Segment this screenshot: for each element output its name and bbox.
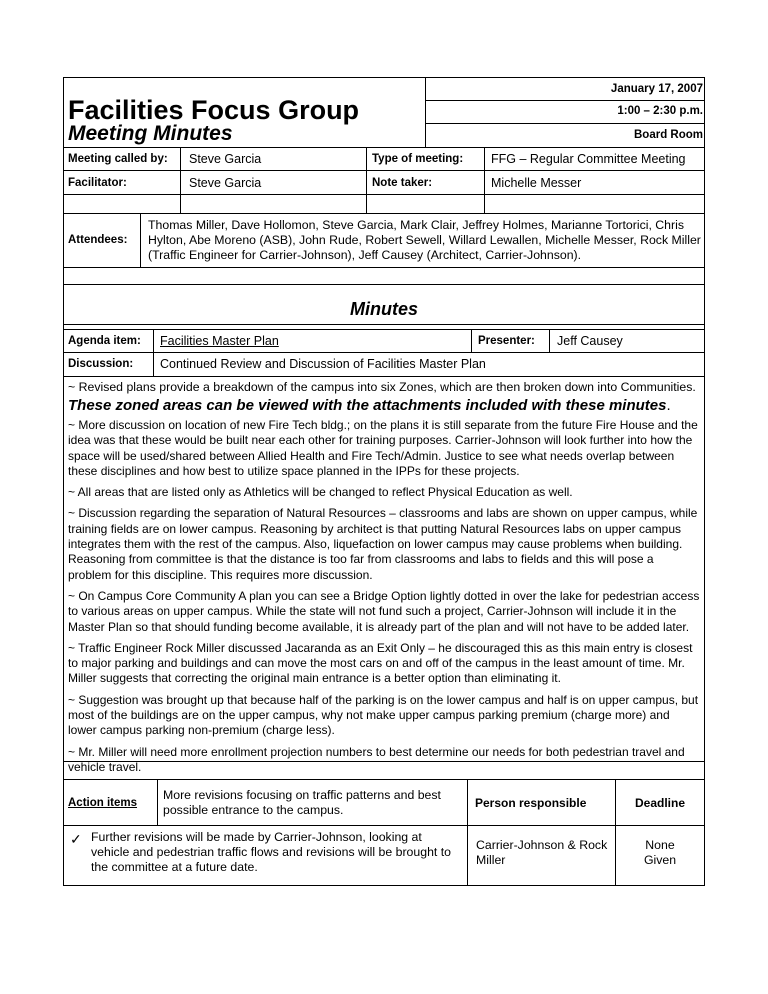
attachments-note-text: These zoned areas can be viewed with the attachments included with these minutes [68, 397, 667, 414]
grid-rule [63, 194, 705, 195]
grid-divider [366, 147, 367, 213]
discussion-value: Continued Review and Discussion of Facilities Master Plan [160, 357, 486, 371]
meeting-time: 1:00 – 2:30 p.m. [617, 105, 703, 117]
action-items-label: Action items [68, 797, 138, 809]
facilitator-value: Steve Garcia [189, 176, 262, 190]
grid-rule [63, 779, 705, 780]
presenter-label: Presenter: [478, 335, 535, 347]
discussion-paragraph: ~ Traffic Engineer Rock Miller discussed Jacaranda as an Exit Only – he discouraged this as this main entry is closest to major parking and buildings and can move the most cars on and off of the campus in the least amount of time. Mr. Miller suggests that correcting the original main entrance is a better option than eliminating it. [68, 640, 693, 686]
agenda-item-text: Facilities Master Plan [160, 334, 279, 348]
discussion-paragraph: ~ Suggestion was brought up that because half of the parking is on the lower campus and half is on upper campus, but most of the buildings are on the upper campus, why not make upper campus parking premium (charge more) and lower campus parking non-premium (charge less). [68, 692, 699, 738]
attendees-label: Attendees: [68, 234, 128, 246]
grid-divider [549, 329, 550, 352]
discussion-paragraph: ~ All areas that are listed only as Athletics will be changed to reflect Physical Education as well. [68, 485, 573, 500]
header-rule [425, 100, 705, 101]
discussion-intro: ~ Revised plans provide a breakdown of the campus into six Zones, which are then broken down into Communities. [68, 380, 696, 394]
deadline-header: Deadline [634, 796, 685, 810]
grid-rule [63, 324, 705, 325]
grid-divider [140, 213, 141, 267]
header-divider [425, 77, 426, 147]
discussion-label: Discussion: [68, 358, 134, 370]
meeting-date: January 17, 2007 [610, 83, 703, 95]
grid-rule [63, 352, 705, 353]
grid-rule [63, 761, 705, 762]
grid-rule [63, 147, 705, 148]
called-by-label: Meeting called by: [68, 153, 168, 165]
meeting-type-value: FFG – Regular Committee Meeting [491, 152, 686, 166]
grid-rule [63, 825, 705, 826]
meeting-location: Board Room [634, 129, 703, 141]
discussion-notes [68, 418, 700, 781]
page-title: Facilities Focus Group [68, 95, 360, 125]
discussion-paragraph: ~ More discussion on location of new Fire Tech bldg.; on the plans it is still separate from the future Fire House and the idea was that these would be built near each other for training purposes. Carrier-Johnson will look further into how the space will be used/shared between Allied Health and Fire Tech/Admin. Justice to see what needs overlap between these disciplines and how best to utilize space planned in the IPPs for these projects. [68, 418, 698, 478]
grid-divider [180, 147, 181, 213]
grid-divider [471, 329, 472, 352]
grid-rule [63, 284, 705, 285]
called-by-value: Steve Garcia [189, 152, 262, 166]
facilitator-label: Facilitator: [68, 177, 127, 189]
meeting-type-label: Type of meeting: [372, 153, 464, 165]
minutes-heading: Minutes [349, 299, 418, 319]
attachments-note-period: . [666, 397, 671, 414]
checkmark-icon: ✓ [70, 831, 82, 847]
action-item-text: Further revisions will be made by Carrier-Johnson, looking at vehicle and pedestrian traffic flows and revisions will be brought to the committee at a future date. [91, 830, 451, 875]
discussion-paragraph: ~ Mr. Miller will need more enrollment projection numbers to best determine our needs for both pedestrian travel and vehicle travel. [68, 744, 685, 774]
discussion-paragraph: ~ On Campus Core Community A plan you can see a Bridge Option lightly dotted in over the lake for pedestrian access to various areas on upper campus. While the state will not fund such a project, Carrier-Johnson will include it in the Master Plan so that should funding become available, it is already part of the plan and will not have to be added later. [68, 588, 700, 634]
note-taker-label: Note taker: [372, 177, 433, 189]
page-subtitle: Meeting Minutes [68, 122, 233, 145]
grid-rule [63, 213, 705, 214]
discussion-paragraph: ~ Discussion regarding the separation of Natural Resources – classrooms and labs are shown on upper campus, while training fields are on lower campus. Reasoning by architect is that putting Natural Resources labs on upper campus integrates them with the rest of the campus. Also, liquefaction on lower campus may cause problems when building. Reasoning from committee is that the distance is too far from classrooms and labs to fields and this will pose a problem for this discipline. This requires more discussion. [68, 506, 698, 582]
attachments-note [68, 396, 671, 415]
grid-rule [63, 170, 705, 171]
grid-rule [63, 329, 705, 330]
agenda-item-value [160, 334, 279, 349]
header-rule [425, 123, 705, 124]
note-taker-value: Michelle Messer [491, 176, 582, 190]
grid-divider [484, 147, 485, 213]
grid-rule [63, 267, 705, 268]
person-responsible-header: Person responsible [475, 796, 587, 810]
action-item-deadline: None Given [643, 838, 677, 868]
attendees-list: Thomas Miller, Dave Hollomon, Steve Garcia, Mark Clair, Jeffrey Holmes, Marianne Tortorici, Chris Hylton, Abe Moreno (ASB), John Rude, Robert Sewell, Willard Lewallen, Michelle Messer, Rock Miller (Traffic Engineer for Carrier-Johnson), Jeff Causey (Architect, Carrier-Johnson). [148, 218, 701, 263]
action-item-person: Carrier-Johnson & Rock Miller [476, 838, 608, 868]
action-items-summary: More revisions focusing on traffic patterns and best possible entrance to the campus. [163, 788, 441, 818]
grid-divider [157, 779, 158, 825]
grid-rule [63, 376, 705, 377]
presenter-value: Jeff Causey [557, 334, 623, 348]
agenda-item-label: Agenda item: [68, 335, 141, 347]
grid-divider [467, 779, 468, 886]
